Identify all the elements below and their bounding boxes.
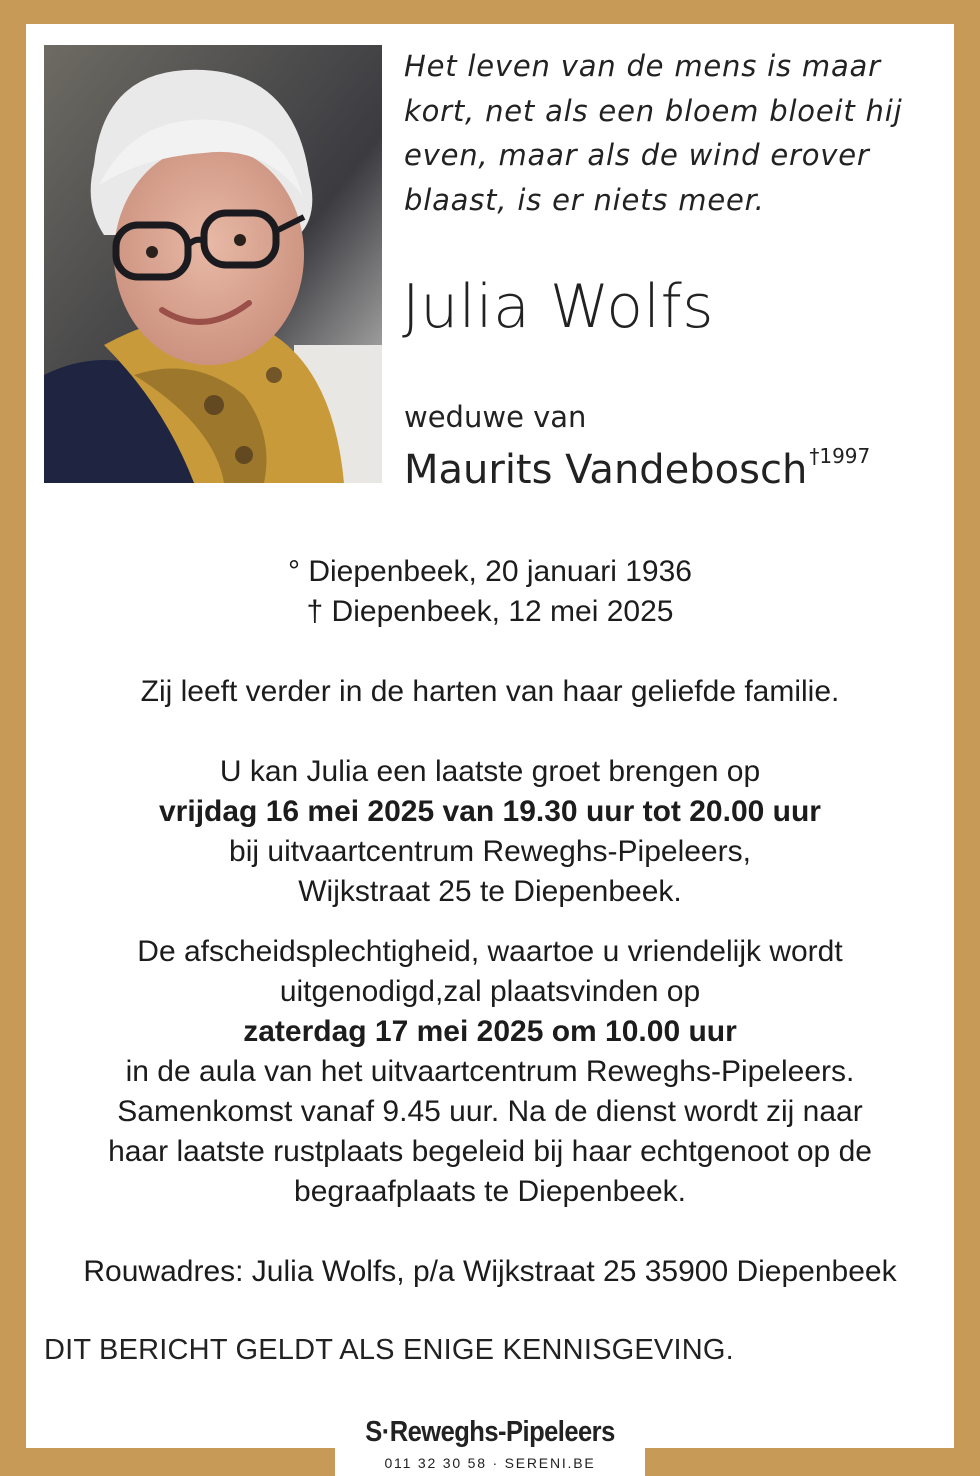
- visitation-place-2: Wijkstraat 25 te Diepenbeek.: [298, 875, 682, 908]
- ceremony-line-2: uitgenodigd,zal plaatsvinden op: [279, 975, 701, 1008]
- life-dates: [30, 552, 950, 632]
- funeral-home-footer: [335, 1404, 645, 1476]
- deceased-name: Julia Wolfs: [402, 272, 714, 342]
- ceremony-block: [30, 932, 950, 1212]
- funeral-home-contact: 011 32 30 58 · SERENI.BE: [384, 1455, 596, 1471]
- widow-label: weduwe van: [404, 400, 587, 434]
- ceremony-when: zaterdag 17 mei 2025 om 10.00 uur: [243, 1015, 737, 1048]
- visitation-when: vrijdag 16 mei 2025 van 19.30 uur tot 20.00 uur: [159, 795, 821, 828]
- spouse-line: [404, 444, 870, 493]
- family-line: Zij leeft verder in de harten van haar geliefde familie.: [140, 675, 840, 708]
- memorial-quote: Het leven van de mens is maar kort, net als een bloem bloeit hij even, maar als de wind erover blaast, is er niets meer.: [404, 49, 903, 217]
- visitation-place-1: bij uitvaartcentrum Reweghs-Pipeleers,: [229, 835, 751, 868]
- visitation-intro: U kan Julia een laatste groet brengen op: [219, 755, 761, 788]
- mourning-address: Rouwadres: Julia Wolfs, p/a Wijkstraat 25 35900 Diepenbeek: [83, 1255, 897, 1288]
- funeral-home-logo: S·Reweghs-Pipeleers: [365, 1416, 615, 1448]
- notice-line: DIT BERICHT GELDT ALS ENIGE KENNISGEVING.: [44, 1334, 734, 1366]
- visitation-block: [30, 752, 950, 912]
- death-line: † Diepenbeek, 12 mei 2025: [306, 595, 674, 628]
- ceremony-line-6: begraafplaats te Diepenbeek.: [294, 1175, 686, 1208]
- portrait-photo: [44, 45, 382, 483]
- spouse-death-year: †1997: [809, 444, 871, 468]
- ceremony-line-3: in de aula van het uitvaartcentrum Reweghs-Pipeleers.: [125, 1055, 855, 1088]
- birth-line: ° Diepenbeek, 20 januari 1936: [288, 555, 692, 588]
- ceremony-line-4: Samenkomst vanaf 9.45 uur. Na de dienst wordt zij naar: [117, 1095, 863, 1128]
- spouse-name: Maurits Vandebosch: [404, 447, 808, 493]
- ceremony-line-5: haar laatste rustplaats begeleid bij haar echtgenoot op de: [108, 1135, 872, 1168]
- ceremony-line-1: De afscheidsplechtigheid, waartoe u vriendelijk wordt: [137, 935, 843, 968]
